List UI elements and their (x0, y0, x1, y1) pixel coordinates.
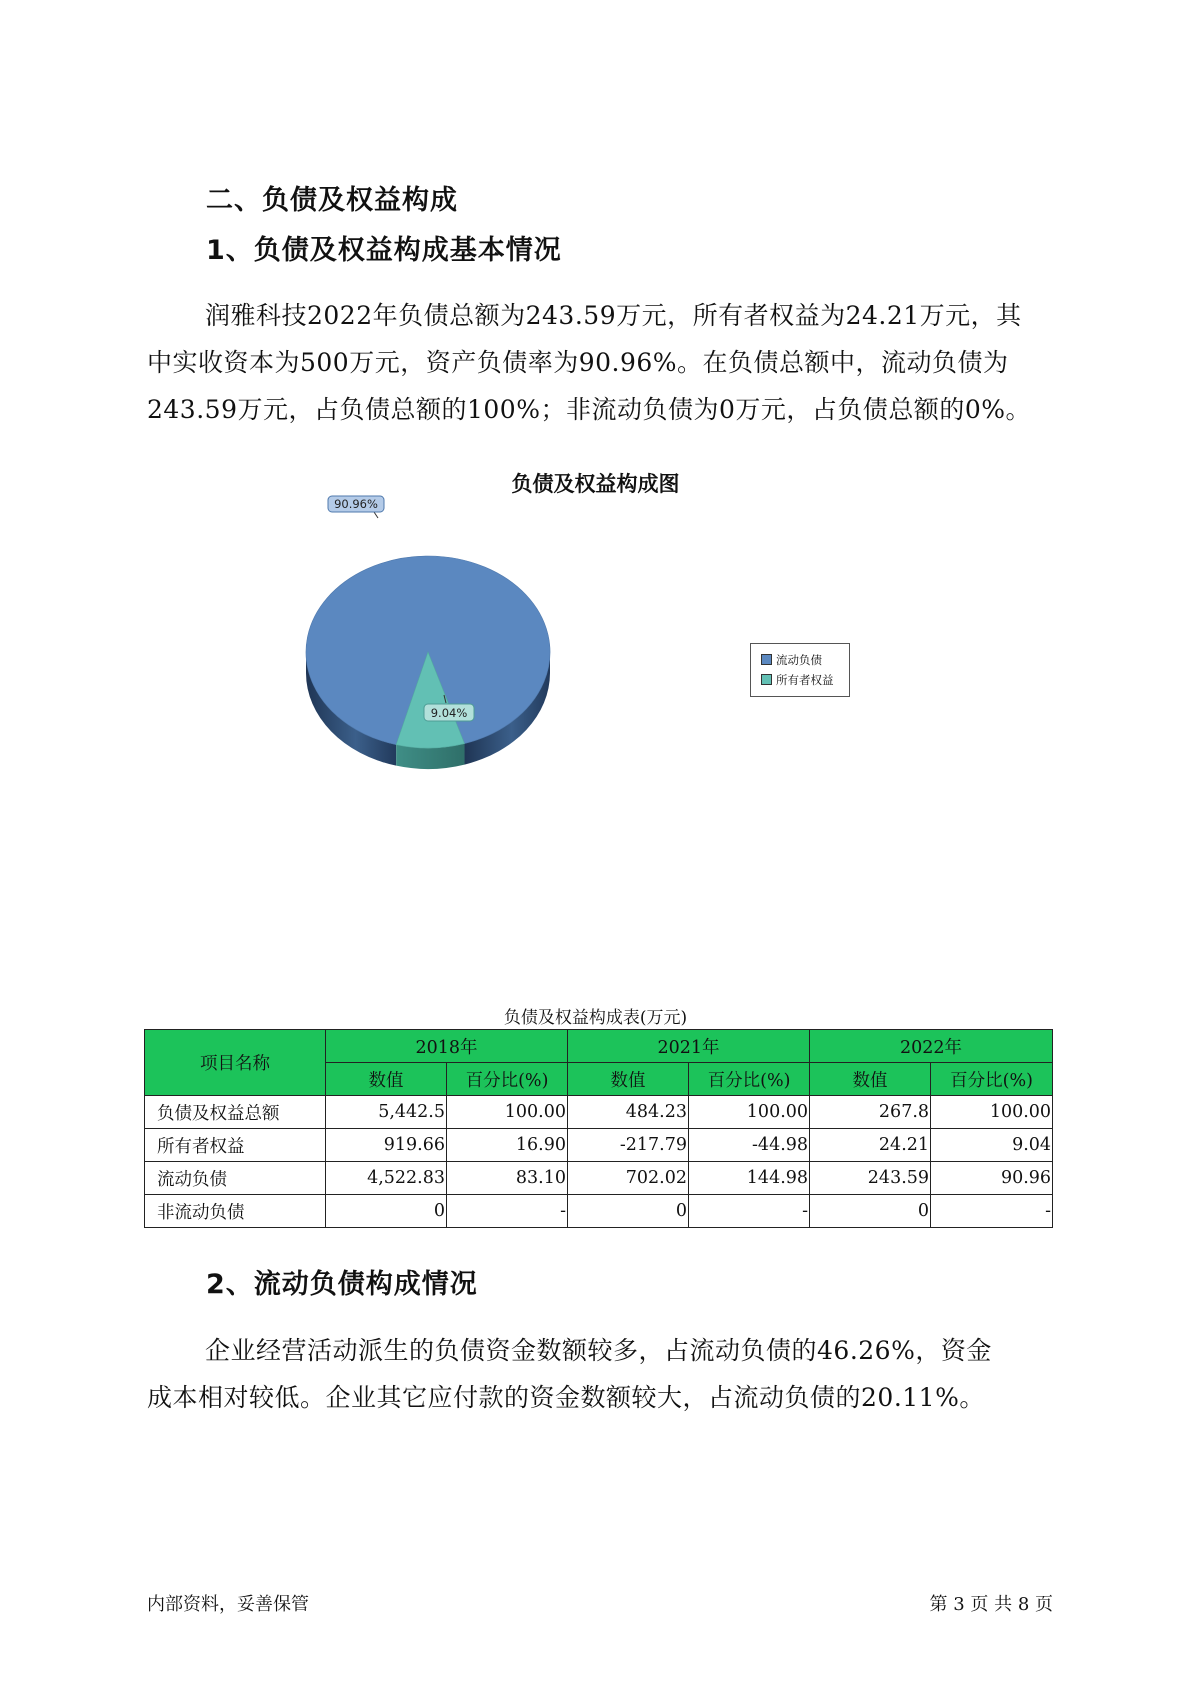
table-cell: 267.8 (810, 1096, 931, 1129)
legend-item (761, 652, 822, 668)
paragraph-1-line: 243.59万元，占负债总额的100%；非流动负债为0万元，占负债总额的0%。 (147, 395, 1032, 424)
table-subheader: 数值 (810, 1063, 931, 1096)
paragraph-1-line: 润雅科技2022年负债总额为243.59万元，所有者权益为24.21万元，其 (205, 301, 1022, 330)
table-cell: 100.00 (689, 1096, 810, 1129)
legend-label: 流动负债 (776, 653, 822, 667)
paragraph-2-line: 企业经营活动派生的负债资金数额较多，占流动负债的46.26%，资金 (205, 1336, 992, 1365)
table-header-year: 2022年 (810, 1030, 1053, 1063)
table-cell: 0 (568, 1195, 689, 1228)
table-cell: 919.66 (326, 1129, 447, 1162)
table-header-year: 2021年 (568, 1030, 810, 1063)
footer-confidential-note: 内部资料，妥善保管 (147, 1594, 309, 1615)
table-cell: -44.98 (689, 1129, 810, 1162)
table-title: 负债及权益构成表(万元) (503, 1008, 688, 1028)
table-row (145, 1195, 1053, 1228)
data-label-owner-equity: 9.04% (430, 706, 468, 720)
table-row (145, 1162, 1053, 1195)
data-label-current-liabilities: 90.96% (334, 497, 378, 511)
table-cell: 100.00 (447, 1096, 568, 1129)
table-cell: 9.04 (931, 1129, 1053, 1162)
data-label-leader (374, 512, 378, 518)
legend-label: 所有者权益 (776, 673, 834, 687)
table-cell: 0 (326, 1195, 447, 1228)
table-cell-name: 非流动负债 (145, 1195, 326, 1228)
subsection-title-1: 1、负债及权益构成基本情况 (206, 235, 562, 266)
table-cell: - (447, 1195, 568, 1228)
table-header-item: 项目名称 (145, 1030, 326, 1096)
table-cell: 16.90 (447, 1129, 568, 1162)
table-cell: 24.21 (810, 1129, 931, 1162)
table-cell: 100.00 (931, 1096, 1053, 1129)
table-cell: 4,522.83 (326, 1162, 447, 1195)
table-cell: 243.59 (810, 1162, 931, 1195)
table-cell-name: 所有者权益 (145, 1129, 326, 1162)
paragraph-2-line: 成本相对较低。企业其它应付款的资金数额较大，占流动负债的20.11%。 (147, 1383, 985, 1412)
table-cell: -217.79 (568, 1129, 689, 1162)
table-subheader: 百分比(%) (689, 1063, 810, 1096)
table-cell: 90.96 (931, 1162, 1053, 1195)
paragraph-1-line: 中实收资本为500万元，资产负债率为90.96%。在负债总额中，流动负债为 (147, 348, 1009, 377)
table-header-year: 2018年 (326, 1030, 568, 1063)
table-row (145, 1096, 1053, 1129)
chart-legend (750, 643, 850, 697)
table-cell-name: 负债及权益总额 (145, 1096, 326, 1129)
subsection-title-2: 2、流动负债构成情况 (206, 1269, 478, 1300)
table-cell: 83.10 (447, 1162, 568, 1195)
table-subheader: 百分比(%) (931, 1063, 1053, 1096)
section-title: 二、负债及权益构成 (206, 185, 458, 216)
legend-swatch-current-liabilities (761, 654, 772, 665)
legend-item (761, 672, 834, 688)
legend-swatch-owner-equity (761, 674, 772, 685)
table-cell: - (689, 1195, 810, 1228)
table-subheader: 数值 (568, 1063, 689, 1096)
footer-page-number: 第 3 页 共 8 页 (929, 1594, 1053, 1615)
table-cell: 0 (810, 1195, 931, 1228)
table-cell: 144.98 (689, 1162, 810, 1195)
table-header-row (145, 1030, 1053, 1063)
table-cell: 5,442.5 (326, 1096, 447, 1129)
table-subheader: 数值 (326, 1063, 447, 1096)
paragraph-2 (147, 1327, 1059, 1421)
table-cell: - (931, 1195, 1053, 1228)
table-subheader: 百分比(%) (447, 1063, 568, 1096)
table-row (145, 1129, 1053, 1162)
table-cell: 484.23 (568, 1096, 689, 1129)
data-table (144, 1029, 1053, 1228)
table-cell-name: 流动负债 (145, 1162, 326, 1195)
table-cell: 702.02 (568, 1162, 689, 1195)
chart-title: 负债及权益构成图 (511, 472, 680, 496)
